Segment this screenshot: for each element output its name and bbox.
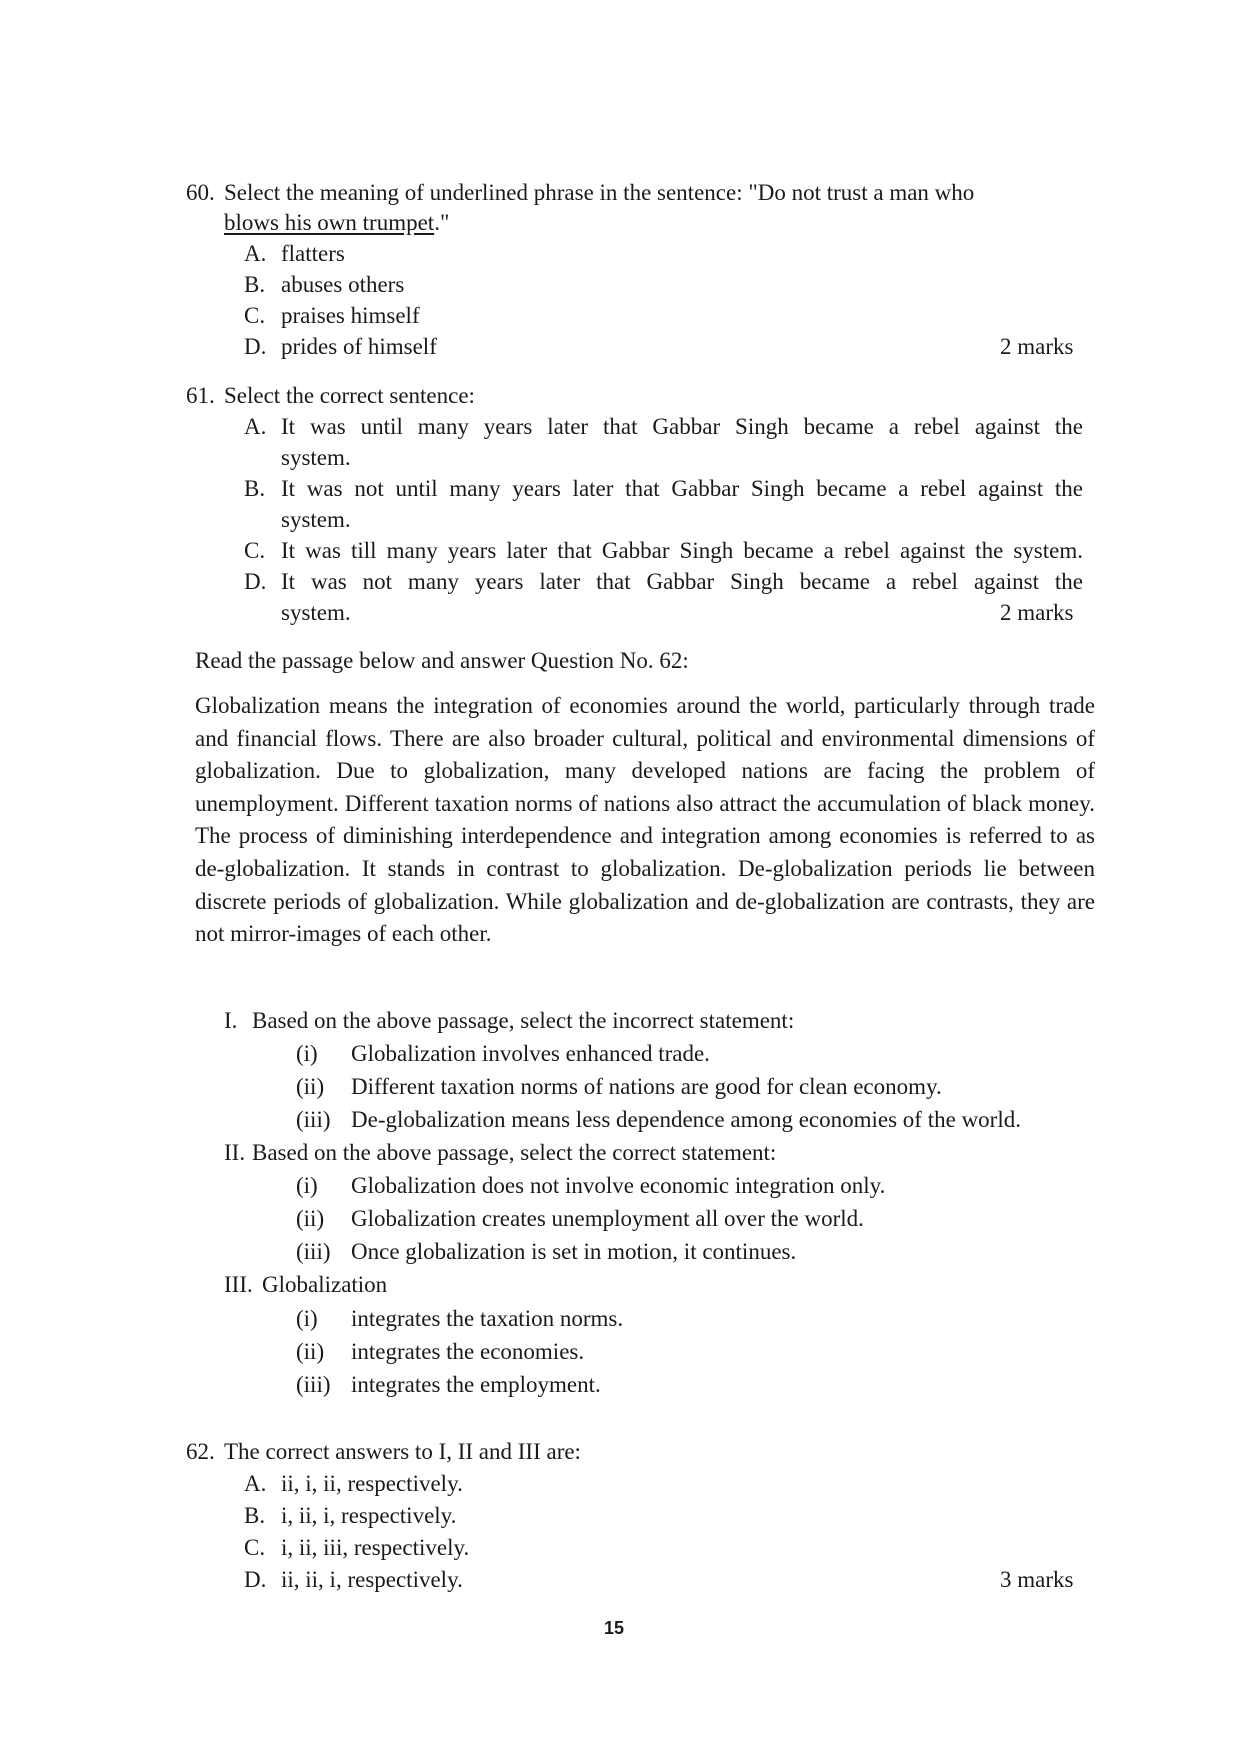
item-number: (ii) bbox=[296, 1339, 325, 1364]
item-text: integrates the employment. bbox=[351, 1372, 601, 1397]
option-letter: B. bbox=[244, 476, 266, 501]
option-text: praises himself bbox=[281, 303, 420, 328]
item-text: Globalization creates unemployment all over the world. bbox=[351, 1206, 864, 1231]
item-number: (i) bbox=[296, 1173, 318, 1198]
item-text: integrates the economies. bbox=[351, 1339, 585, 1364]
question-number: 61. bbox=[186, 383, 215, 408]
option-letter: B. bbox=[244, 1503, 266, 1528]
option-letter: B. bbox=[244, 272, 266, 297]
option-letter: A. bbox=[244, 241, 267, 266]
question-text-line2: blows his own trumpet." bbox=[224, 210, 450, 235]
item-text: Globalization does not involve economic integration only. bbox=[351, 1173, 886, 1198]
option-letter: C. bbox=[244, 1535, 266, 1560]
option-text: ii, ii, i, respectively. bbox=[281, 1567, 463, 1592]
sub-question-label: II. bbox=[224, 1140, 246, 1165]
option-letter: C. bbox=[244, 303, 266, 328]
option-text: ii, i, ii, respectively. bbox=[281, 1471, 463, 1496]
option-text: i, ii, i, respectively. bbox=[281, 1503, 457, 1528]
option-text-cont: system. bbox=[281, 507, 351, 532]
question-text: Select the meaning of underlined phrase in the sentence: "Do not trust a man who bbox=[224, 180, 975, 205]
option-text: It was till many years later that Gabbar Singh became a rebel against the system. bbox=[281, 538, 1083, 563]
item-number: (ii) bbox=[296, 1074, 325, 1099]
sub-question-text: Globalization bbox=[262, 1272, 388, 1297]
option-text: It was not until many years later that Gabbar Singh became a rebel against the bbox=[281, 476, 1083, 501]
item-text: Different taxation norms of nations are good for clean economy. bbox=[351, 1074, 942, 1099]
question-text: The correct answers to I, II and III are: bbox=[224, 1439, 581, 1464]
sub-question-label: III. bbox=[224, 1272, 253, 1297]
item-number: (iii) bbox=[296, 1239, 331, 1264]
option-text: abuses others bbox=[281, 272, 405, 297]
item-number: (iii) bbox=[296, 1107, 331, 1132]
option-text-cont: system. bbox=[281, 445, 351, 470]
option-text: It was until many years later that Gabbar Singh became a rebel against the bbox=[281, 414, 1083, 439]
option-letter: A. bbox=[244, 1471, 267, 1496]
option-letter: C. bbox=[244, 538, 266, 563]
option-letter: D. bbox=[244, 334, 267, 359]
item-number: (iii) bbox=[296, 1372, 331, 1397]
item-number: (i) bbox=[296, 1041, 318, 1066]
option-text: flatters bbox=[281, 241, 345, 266]
item-text: Globalization involves enhanced trade. bbox=[351, 1041, 710, 1066]
option-text: It was not many years later that Gabbar Singh became a rebel against the bbox=[281, 569, 1083, 594]
marks-label: 3 marks bbox=[1000, 1567, 1074, 1592]
option-text-cont: system. bbox=[281, 600, 351, 625]
page-number: 15 bbox=[604, 1618, 625, 1638]
item-text: Once globalization is set in motion, it continues. bbox=[351, 1239, 797, 1264]
item-text: integrates the taxation norms. bbox=[351, 1306, 624, 1331]
question-number: 60. bbox=[186, 180, 215, 205]
marks-label: 2 marks bbox=[1000, 600, 1074, 625]
passage-text: Globalization means the integration of economies around the world, particularly through trade and financial flows. There are also broader cultural, political and environmental dimensions of globalization. Due to globalization, many developed nations are facing the problem of unemployment. Different taxation norms of nations also attract the accumulation of black money. The process of diminishing interdependence and integration among economies is referred to as de-globalization. It stands in contrast to globalization. De-globalization periods lie between discrete periods of globalization. While globalization and de-globalization are contrasts, they are not mirror-images of each other. bbox=[195, 693, 1095, 947]
item-number: (i) bbox=[296, 1306, 318, 1331]
option-letter: A. bbox=[244, 414, 267, 439]
sub-question-label: I. bbox=[224, 1008, 238, 1033]
passage-intro: Read the passage below and answer Question No. 62: bbox=[195, 648, 689, 673]
question-text: Select the correct sentence: bbox=[224, 383, 475, 408]
option-letter: D. bbox=[244, 569, 267, 594]
question-number: 62. bbox=[186, 1439, 215, 1464]
sub-question-text: Based on the above passage, select the incorrect statement: bbox=[252, 1008, 795, 1033]
sub-question-text: Based on the above passage, select the correct statement: bbox=[252, 1140, 777, 1165]
item-text: De-globalization means less dependence among economies of the world. bbox=[351, 1107, 1021, 1132]
marks-label: 2 marks bbox=[1000, 334, 1074, 359]
option-text: prides of himself bbox=[281, 334, 437, 359]
option-letter: D. bbox=[244, 1567, 267, 1592]
option-text: i, ii, iii, respectively. bbox=[281, 1535, 470, 1560]
item-number: (ii) bbox=[296, 1206, 325, 1231]
underlined-phrase: blows his own trumpet bbox=[224, 210, 435, 235]
